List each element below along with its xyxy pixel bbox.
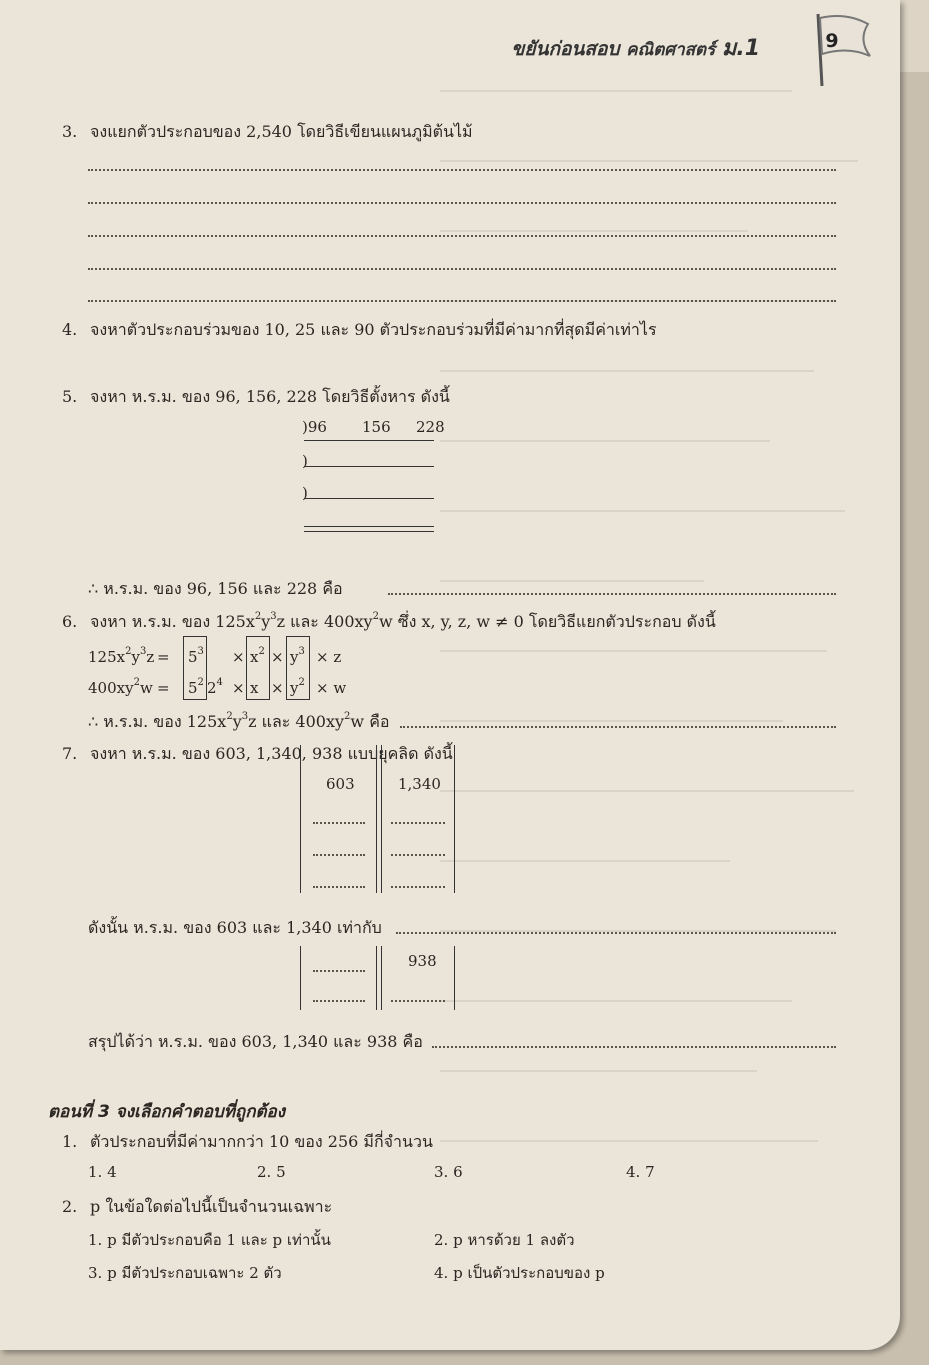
division-row-3: ) bbox=[302, 484, 308, 502]
equals-sign: = bbox=[157, 679, 170, 697]
term: z bbox=[146, 648, 155, 666]
question-5 bbox=[62, 385, 450, 410]
question-5-number: 5. bbox=[62, 387, 78, 406]
division-line bbox=[304, 440, 434, 441]
mc-choice-1[interactable]: 1. 4 bbox=[88, 1163, 117, 1181]
answer-line[interactable] bbox=[88, 266, 836, 270]
question-7-final-text: สรุปได้ว่า ห.ร.ม. ของ 603, 1,340 และ 938 คือ bbox=[88, 1032, 423, 1051]
conclusion-text: ∴ ห.ร.ม. ของ 125x bbox=[88, 712, 227, 731]
mc-choice-1[interactable]: 1. p มีตัวประกอบคือ 1 และ p เท่านั้น bbox=[88, 1231, 331, 1249]
euclid-table-line bbox=[381, 946, 382, 1010]
question-7-number: 7. bbox=[62, 744, 78, 763]
mc-choice-3[interactable]: 3. p มีตัวประกอบเฉพาะ 2 ตัว bbox=[88, 1264, 282, 1282]
mc-question-1-text: ตัวประกอบที่มีค่ามากกว่า 10 ของ 256 มีกี่จำนวน bbox=[90, 1132, 433, 1151]
division-row-1 bbox=[302, 418, 445, 436]
division-double-line bbox=[304, 531, 434, 532]
answer-cell[interactable] bbox=[391, 998, 445, 1002]
question-4-text: จงหาตัวประกอบร่วมของ 10, 25 และ 90 ตัวประกอบร่วมที่มีค่ามากที่สุดมีค่าเท่าไร bbox=[90, 320, 657, 339]
exponent: 4 bbox=[216, 677, 223, 688]
question-5-text: จงหา ห.ร.ม. ของ 96, 156, 228 โดยวิธีตั้งหาร ดังนี้ bbox=[90, 387, 450, 406]
common-factor-box bbox=[246, 636, 270, 700]
answer-line[interactable] bbox=[88, 200, 836, 204]
conclusion-text: z และ 400xy bbox=[248, 712, 345, 731]
answer-line[interactable] bbox=[388, 591, 836, 595]
term: 5 bbox=[188, 648, 198, 666]
division-row-2: ) bbox=[302, 452, 308, 470]
euclid-table-line bbox=[376, 946, 377, 1010]
equals-sign: = bbox=[157, 648, 170, 666]
conclusion-text: y bbox=[232, 712, 242, 731]
term: 125x bbox=[88, 648, 126, 666]
answer-cell[interactable] bbox=[313, 820, 365, 824]
question-7-text: จงหา ห.ร.ม. ของ 603, 1,340, 938 แบบยุคลิด ดังนี้ bbox=[90, 744, 453, 763]
euclid-table-line bbox=[300, 946, 301, 1010]
book-title bbox=[511, 30, 760, 65]
exponent: 2 bbox=[254, 611, 262, 622]
exponent: 2 bbox=[258, 646, 265, 657]
question-4 bbox=[62, 318, 657, 343]
term: 2 bbox=[207, 679, 217, 697]
factor-z: × z bbox=[316, 648, 342, 666]
exponent: 2 bbox=[298, 677, 305, 688]
answer-cell[interactable] bbox=[313, 968, 365, 972]
answer-cell[interactable] bbox=[391, 852, 445, 856]
exponent: 2 bbox=[197, 677, 204, 688]
question-3-text: จงแยกตัวประกอบของ 2,540 โดยวิธีเขียนแผนภูมิต้นไม้ bbox=[90, 122, 473, 141]
exponent: 2 bbox=[133, 677, 140, 688]
page-number: 9 bbox=[825, 30, 839, 52]
question-6 bbox=[62, 610, 716, 635]
exponent: 3 bbox=[241, 711, 249, 722]
mc-choice-2[interactable]: 2. p หารด้วย 1 ลงตัว bbox=[434, 1231, 575, 1249]
times-sign: × bbox=[232, 648, 245, 666]
answer-cell[interactable] bbox=[391, 820, 445, 824]
mc-choice-2[interactable]: 2. 5 bbox=[257, 1163, 286, 1181]
exponent: 3 bbox=[298, 646, 305, 657]
book-title-main: ขยันก่อนสอบ bbox=[511, 38, 620, 60]
term: x bbox=[250, 648, 259, 666]
exponent: 3 bbox=[139, 646, 147, 657]
answer-line[interactable] bbox=[396, 930, 836, 934]
term: y bbox=[290, 679, 299, 697]
question-6-text: y bbox=[261, 612, 271, 631]
answer-cell[interactable] bbox=[391, 884, 445, 888]
exponent: 2 bbox=[372, 611, 379, 622]
answer-line[interactable] bbox=[88, 233, 836, 237]
exponent: 2 bbox=[344, 711, 351, 722]
euclid-table-line bbox=[381, 745, 382, 893]
book-title-level: ม.1 bbox=[721, 36, 760, 61]
term: 400xy bbox=[88, 679, 134, 697]
answer-cell[interactable] bbox=[313, 884, 365, 888]
times-sign: × bbox=[232, 679, 245, 697]
mc-choice-4[interactable]: 4. p เป็นตัวประกอบของ p bbox=[434, 1264, 605, 1282]
division-dividend-2: 156 bbox=[362, 418, 391, 436]
mc-choice-3[interactable]: 3. 6 bbox=[434, 1163, 463, 1181]
exponent: 3 bbox=[270, 611, 277, 622]
division-line bbox=[304, 466, 434, 467]
euclid-table-line bbox=[454, 745, 455, 893]
factor-two bbox=[207, 679, 223, 697]
euclid-value-938: 938 bbox=[408, 952, 437, 970]
question-7-mid-text: ดังนั้น ห.ร.ม. ของ 603 และ 1,340 เท่ากับ bbox=[88, 918, 382, 937]
answer-line[interactable] bbox=[88, 298, 836, 302]
answer-cell[interactable] bbox=[313, 998, 365, 1002]
factor-x: x bbox=[250, 679, 259, 697]
answer-line[interactable] bbox=[88, 167, 836, 171]
section-title: ตอนที่ 3 จงเลือกคำตอบที่ถูกต้อง bbox=[48, 1102, 286, 1122]
term: 5 bbox=[188, 679, 198, 697]
question-6-conclusion bbox=[88, 710, 390, 735]
factor-line-2-lhs bbox=[88, 679, 153, 697]
conclusion-text: w คือ bbox=[350, 712, 390, 731]
question-3-number: 3. bbox=[62, 122, 78, 141]
euclid-value-603: 603 bbox=[326, 775, 355, 793]
mc-choice-4[interactable]: 4. 7 bbox=[626, 1163, 655, 1181]
question-6-number: 6. bbox=[62, 612, 78, 631]
answer-line[interactable] bbox=[400, 724, 836, 728]
question-5-conclusion: ∴ ห.ร.ม. ของ 96, 156 และ 228 คือ bbox=[88, 579, 343, 598]
euclid-table-line bbox=[300, 745, 301, 893]
times-sign: × bbox=[271, 648, 284, 666]
mc-question-2 bbox=[62, 1195, 332, 1220]
question-6-text: z และ 400xy bbox=[276, 612, 373, 631]
question-3 bbox=[62, 120, 473, 145]
mc-question-2-number: 2. bbox=[62, 1197, 78, 1216]
question-7 bbox=[62, 742, 453, 767]
question-4-number: 4. bbox=[62, 320, 78, 339]
mc-question-2-text: p ในข้อใดต่อไปนี้เป็นจำนวนเฉพาะ bbox=[90, 1197, 333, 1216]
book-title-subject: คณิตศาสตร์ bbox=[626, 40, 716, 60]
question-6-text: w ซึ่ง x, y, z, w ≠ 0 โดยวิธีแยกตัวประกอบ ดังนี้ bbox=[378, 612, 716, 631]
factor-line-1-lhs bbox=[88, 648, 154, 666]
factor-w: × w bbox=[316, 679, 347, 697]
common-factor-box bbox=[286, 636, 310, 700]
mc-question-1-number: 1. bbox=[62, 1132, 78, 1151]
division-dividend-3: 228 bbox=[416, 418, 445, 436]
answer-cell[interactable] bbox=[313, 852, 365, 856]
division-line bbox=[304, 498, 434, 499]
term: w bbox=[139, 679, 153, 697]
division-dividend-1: )96 bbox=[302, 418, 327, 436]
times-sign: × bbox=[271, 679, 284, 697]
answer-line[interactable] bbox=[432, 1044, 836, 1048]
euclid-value-1340: 1,340 bbox=[398, 775, 441, 793]
term: y bbox=[131, 648, 140, 666]
exponent: 3 bbox=[197, 646, 204, 657]
question-6-text: จงหา ห.ร.ม. ของ 125x bbox=[90, 612, 255, 631]
euclid-table-line bbox=[376, 745, 377, 893]
exponent: 2 bbox=[125, 646, 132, 657]
mc-question-1 bbox=[62, 1130, 433, 1155]
exponent: 2 bbox=[226, 711, 233, 722]
euclid-table-line bbox=[454, 946, 455, 1010]
term: y bbox=[290, 648, 299, 666]
division-double-line bbox=[304, 526, 434, 527]
common-factor-box bbox=[183, 636, 207, 700]
